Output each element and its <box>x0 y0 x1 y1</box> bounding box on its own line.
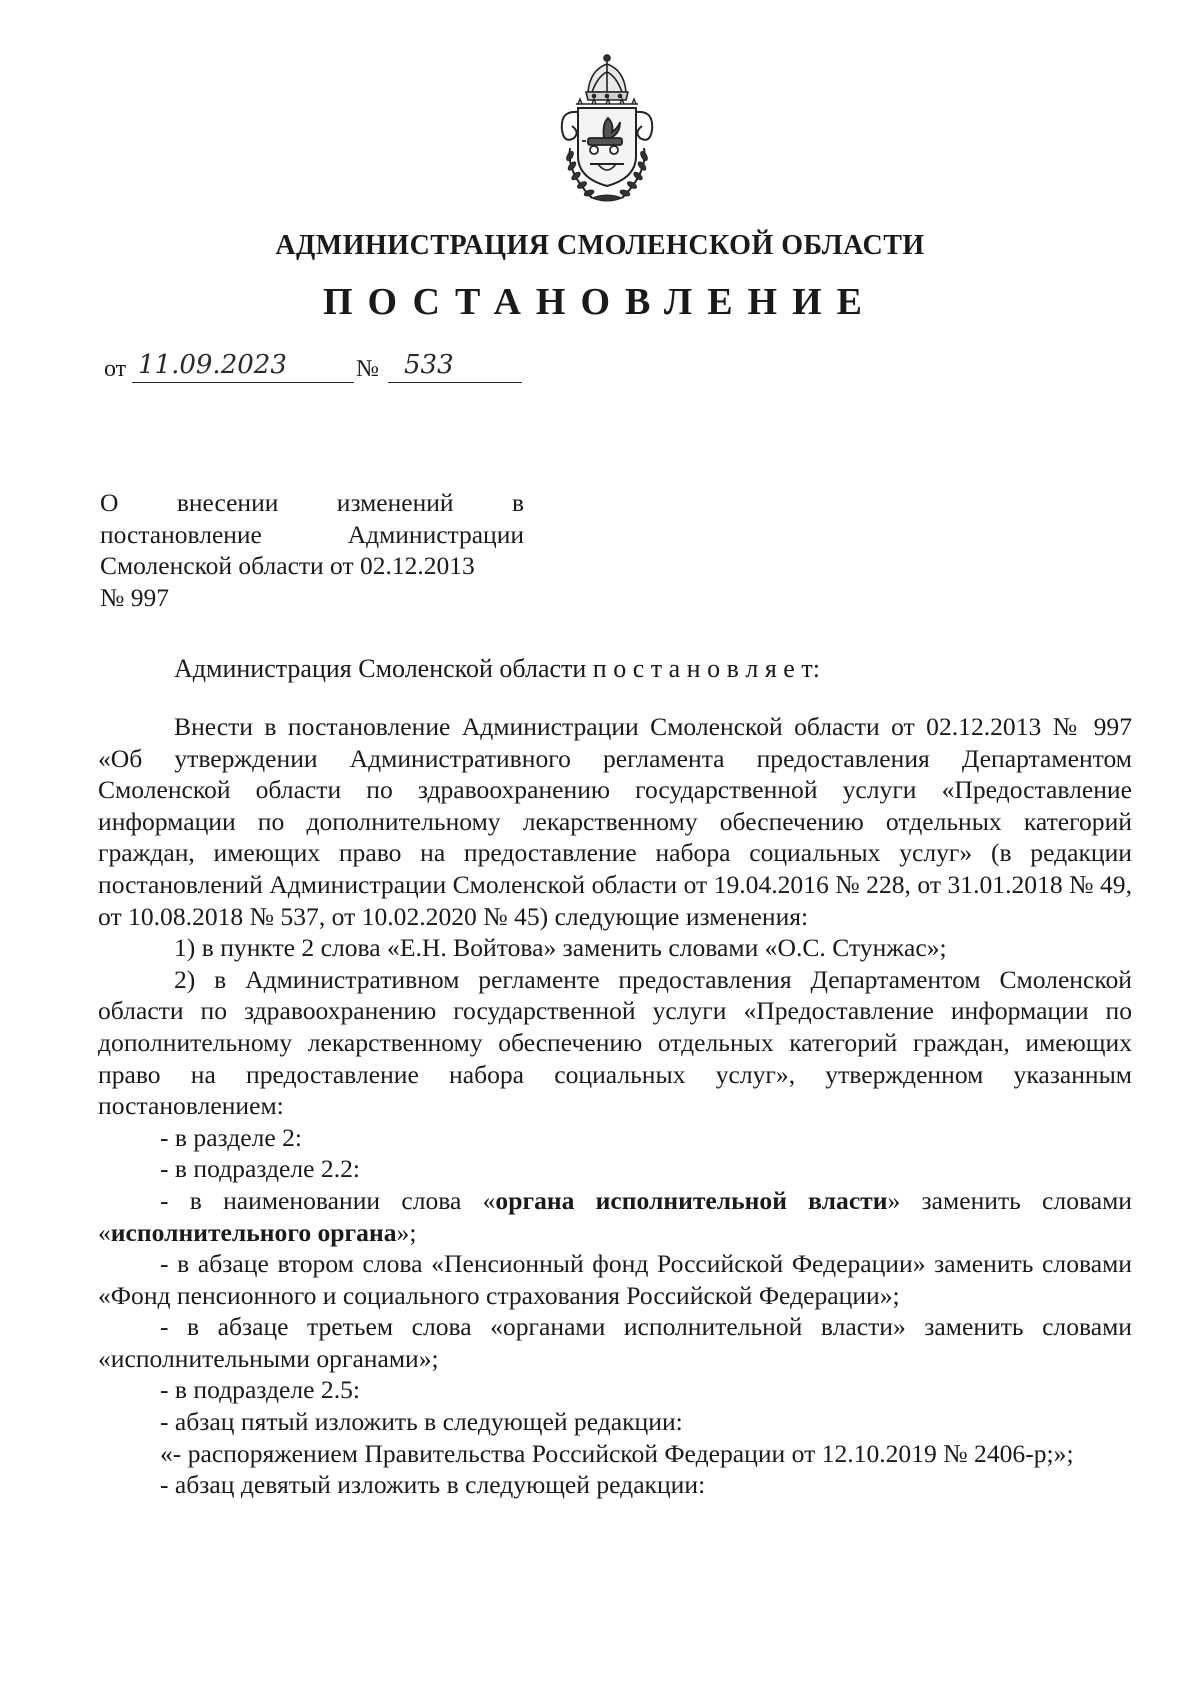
body-paragraph: - в подразделе 2.2: <box>160 1154 361 1184</box>
document-type-title: ПОСТАНОВЛЕНИЕ <box>322 281 878 323</box>
number-underline <box>388 382 522 383</box>
body-paragraph: - в абзаце втором слова «Пенсионный фонд Российской Федерации» заменить словами «Фонд пенсионного и социального страхования Российской Федерации»; <box>98 1249 1132 1310</box>
subject-line: постановление Администрации <box>100 519 524 549</box>
subject-line: Смоленской области от 02.12.2013 <box>100 551 475 580</box>
handwritten-number: 533 <box>404 350 454 380</box>
body-paragraph: «- распоряжением Правительства Российской Федерации от 12.10.2019 № 2406-р;»; <box>160 1438 1074 1468</box>
decree-line: Администрация Смоленской области п о с т а н о в л я е т: <box>174 654 820 683</box>
body-paragraph: - в подразделе 2.5: <box>160 1375 361 1405</box>
body-paragraph: - абзац девятый изложить в следующей редакции: <box>160 1470 706 1500</box>
subject-line: № 997 <box>100 582 169 612</box>
body-paragraph: - абзац пятый изложить в следующей редакции: <box>160 1407 683 1437</box>
body-paragraph: - в наименовании слова «органа исполнительной власти» заменить словами «исполнительного органа»; <box>98 1185 1132 1247</box>
date-number-line <box>104 352 554 388</box>
body-paragraph: 2) в Административном регламенте предоставления Департаментом Смоленской области по здравоохранению государственной услуги «Предоставление информации по дополнительному лекарственному обеспечению отдельных категорий граждан, имеющих право на предоставление набора социальных услуг», утвержденном указанным постановлением: <box>98 964 1132 1121</box>
body-paragraph: - в разделе 2: <box>160 1122 303 1152</box>
bold-phrase: исполнительного органа <box>110 1217 397 1247</box>
subject-line: О внесении изменений в <box>100 488 524 517</box>
handwritten-date: 11.09.2023 <box>138 350 287 380</box>
body-paragraph: 1) в пункте 2 слова «Е.Н. Войтова» заменить словами «О.С. Стунжас»; <box>174 933 947 963</box>
smolensk-coat-of-arms-icon <box>552 52 662 208</box>
body-paragraph: Внести в постановление Администрации Смоленской области от 02.12.2013 № 997 «Об утверждении Административного регламента предоставления Департаментом Смоленской области по здравоохранению государственной услуги «Предоставление информации по дополнительному лекарственному обеспечению отдельных категорий граждан, имеющих право на предоставление набора социальных услуг» (в редакции постановлений Администрации Смоленской области от 19.04.2016 № 228, от 31.01.2018 № 49, от 10.08.2018 № 537, от 10.02.2020 № 45) следующие изменения: <box>98 712 1132 931</box>
document-body <box>98 711 1132 1501</box>
bold-phrase: органа исполнительной власти <box>495 1185 888 1215</box>
body-paragraph: - в абзаце третьем слова «органами исполнительной власти» заменить словами «исполнительными органами»; <box>98 1312 1132 1373</box>
number-label: № <box>356 356 379 382</box>
organization-name: АДМИНИСТРАЦИЯ СМОЛЕНСКОЙ ОБЛАСТИ <box>275 230 925 261</box>
subject-block <box>100 487 524 613</box>
date-underline <box>132 382 354 383</box>
date-from-label: от <box>104 356 127 382</box>
